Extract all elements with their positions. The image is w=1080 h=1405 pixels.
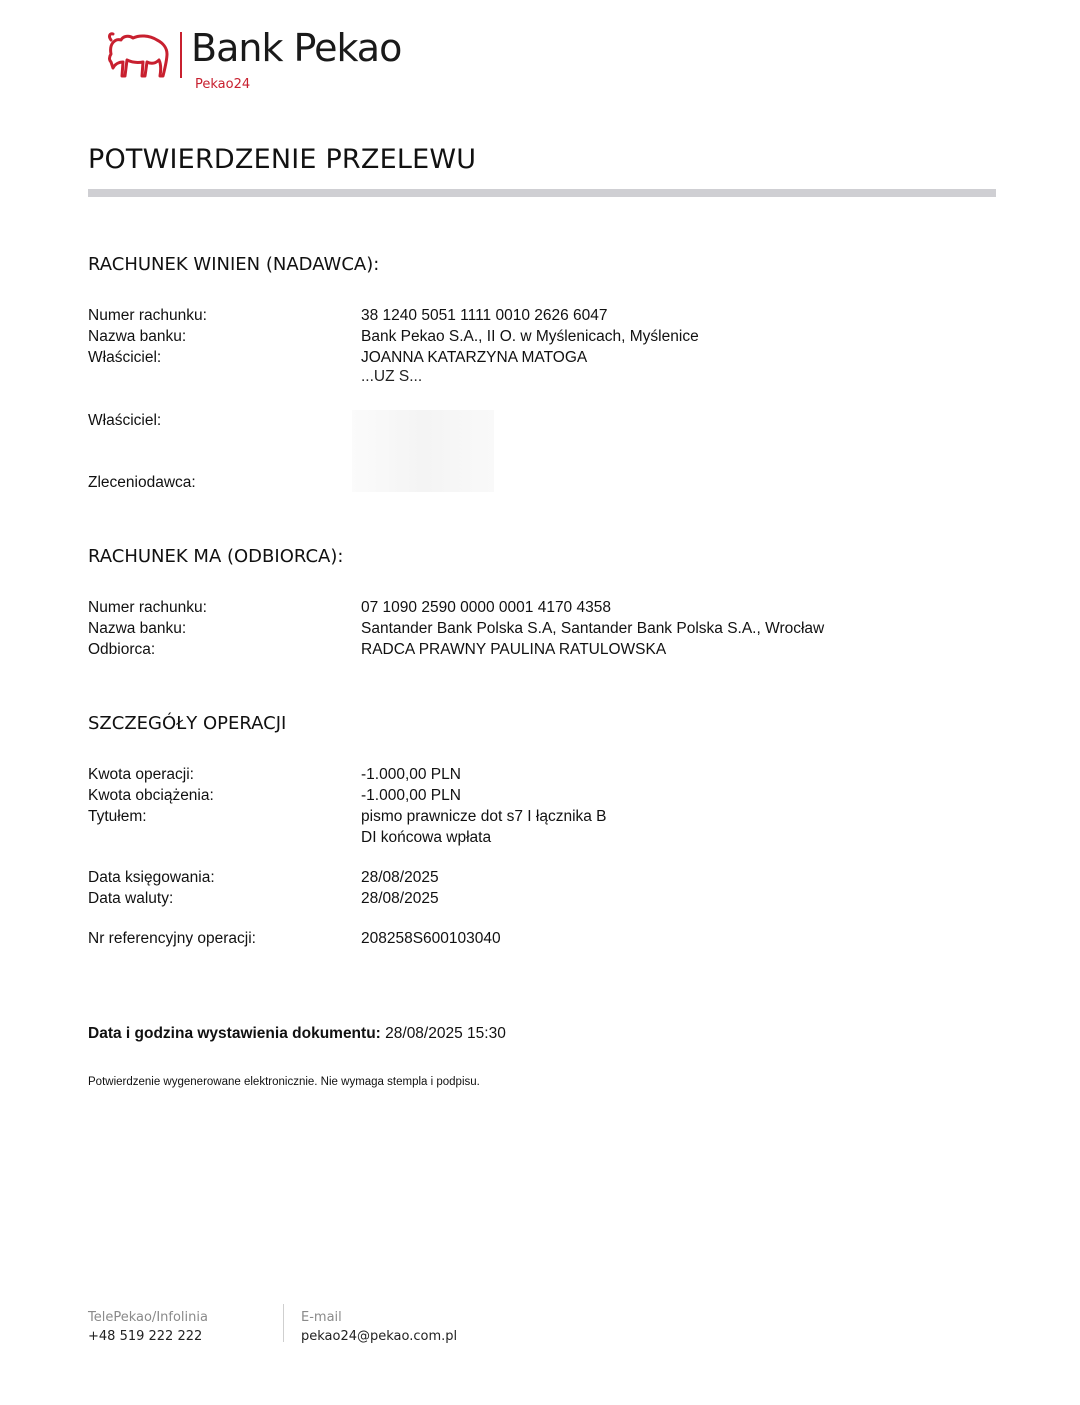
issued-label: Data i godzina wystawienia dokumentu: — [88, 1025, 381, 1042]
value-date-value: 28/08/2025 — [361, 890, 439, 907]
booking-date-value: 28/08/2025 — [361, 869, 439, 886]
charge-value: -1.000,00 PLN — [361, 787, 461, 804]
recipient-name-value: RADCA PRAWNY PAULINA RATULOWSKA — [361, 641, 667, 658]
sender-bank-label: Nazwa banku: — [88, 328, 187, 345]
recipient-heading: RACHUNEK MA (ODBIORCA): — [88, 546, 344, 567]
sender-owner-value: JOANNA KATARZYNA MATOGA — [361, 349, 588, 366]
sender-account-label: Numer rachunku: — [88, 307, 207, 324]
charge-label: Kwota obciążenia: — [88, 787, 214, 804]
reference-value: 208258S600103040 — [361, 930, 501, 947]
footer-email-value[interactable]: pekao24@pekao.com.pl — [301, 1329, 458, 1344]
sender-owner-label: Właściciel: — [88, 349, 162, 366]
charge-row — [88, 785, 988, 806]
recipient-bank-value: Santander Bank Polska S.A, Santander Bank Polska S.A., Wrocław — [361, 620, 825, 637]
sender-bank-row — [88, 326, 988, 347]
value-date-row — [88, 888, 988, 909]
sender-heading: RACHUNEK WINIEN (NADAWCA): — [88, 254, 380, 275]
document-title: POTWIERDZENIE PRZELEWU — [88, 144, 477, 175]
recipient-name-label: Odbiorca: — [88, 641, 156, 658]
recipient-bank-row — [88, 618, 988, 639]
transfer-title-line2: DI końcowa wpłata — [361, 829, 492, 846]
reference-row — [88, 928, 988, 949]
recipient-account-row — [88, 597, 988, 618]
electronic-note: Potwierdzenie wygenerowane elektronicznie. Nie wymaga stempla i podpisu. — [88, 1076, 480, 1088]
title-divider — [88, 189, 996, 197]
sender-account-row — [88, 305, 988, 326]
transfer-title-line1: pismo prawnicze dot s7 I łącznika B — [361, 808, 607, 825]
sender-owner-row — [88, 347, 988, 368]
footer-phone-value[interactable]: +48 519 222 222 — [88, 1329, 203, 1344]
booking-date-label: Data księgowania: — [88, 869, 215, 886]
footer-separator — [283, 1304, 284, 1342]
amount-value: -1.000,00 PLN — [361, 766, 461, 783]
footer-phone — [88, 1308, 208, 1346]
recipient-bank-label: Nazwa banku: — [88, 620, 187, 637]
bison-icon — [105, 32, 171, 80]
sender-account-value: 38 1240 5051 1111 0010 2626 6047 — [361, 307, 608, 324]
recipient-account-label: Numer rachunku: — [88, 599, 207, 616]
amount-label: Kwota operacji: — [88, 766, 194, 783]
issued-line — [88, 1025, 506, 1043]
footer-email — [301, 1308, 457, 1346]
sender-bank-value: Bank Pekao S.A., II O. w Myślenicach, Myślenice — [361, 328, 699, 345]
redaction-block — [352, 410, 494, 492]
transfer-title-row2 — [88, 827, 988, 848]
amount-row — [88, 764, 988, 785]
footer-phone-label: TelePekao/Infolinia — [88, 1310, 208, 1325]
bank-subname: Pekao24 — [195, 77, 251, 92]
recipient-account-value: 07 1090 2590 0000 0001 4170 4358 — [361, 599, 611, 616]
bank-name: Bank Pekao — [191, 26, 402, 70]
logo-divider — [180, 32, 182, 78]
transfer-title-label: Tytułem: — [88, 808, 147, 825]
sender-owner2-row — [88, 410, 988, 431]
bank-logo — [105, 28, 405, 98]
details-heading: SZCZEGÓŁY OPERACJI — [88, 713, 287, 734]
redacted-partial-text: ...UZ S... — [361, 368, 423, 381]
booking-date-row — [88, 867, 988, 888]
ordering-party-row — [88, 472, 988, 493]
issued-value: 28/08/2025 15:30 — [385, 1025, 506, 1042]
footer-email-label: E-mail — [301, 1310, 342, 1325]
sender-owner2-label: Właściciel: — [88, 412, 162, 429]
transfer-title-row — [88, 806, 988, 827]
ordering-party-label: Zleceniodawca: — [88, 474, 196, 491]
recipient-name-row — [88, 639, 988, 660]
reference-label: Nr referencyjny operacji: — [88, 930, 256, 947]
value-date-label: Data waluty: — [88, 890, 174, 907]
